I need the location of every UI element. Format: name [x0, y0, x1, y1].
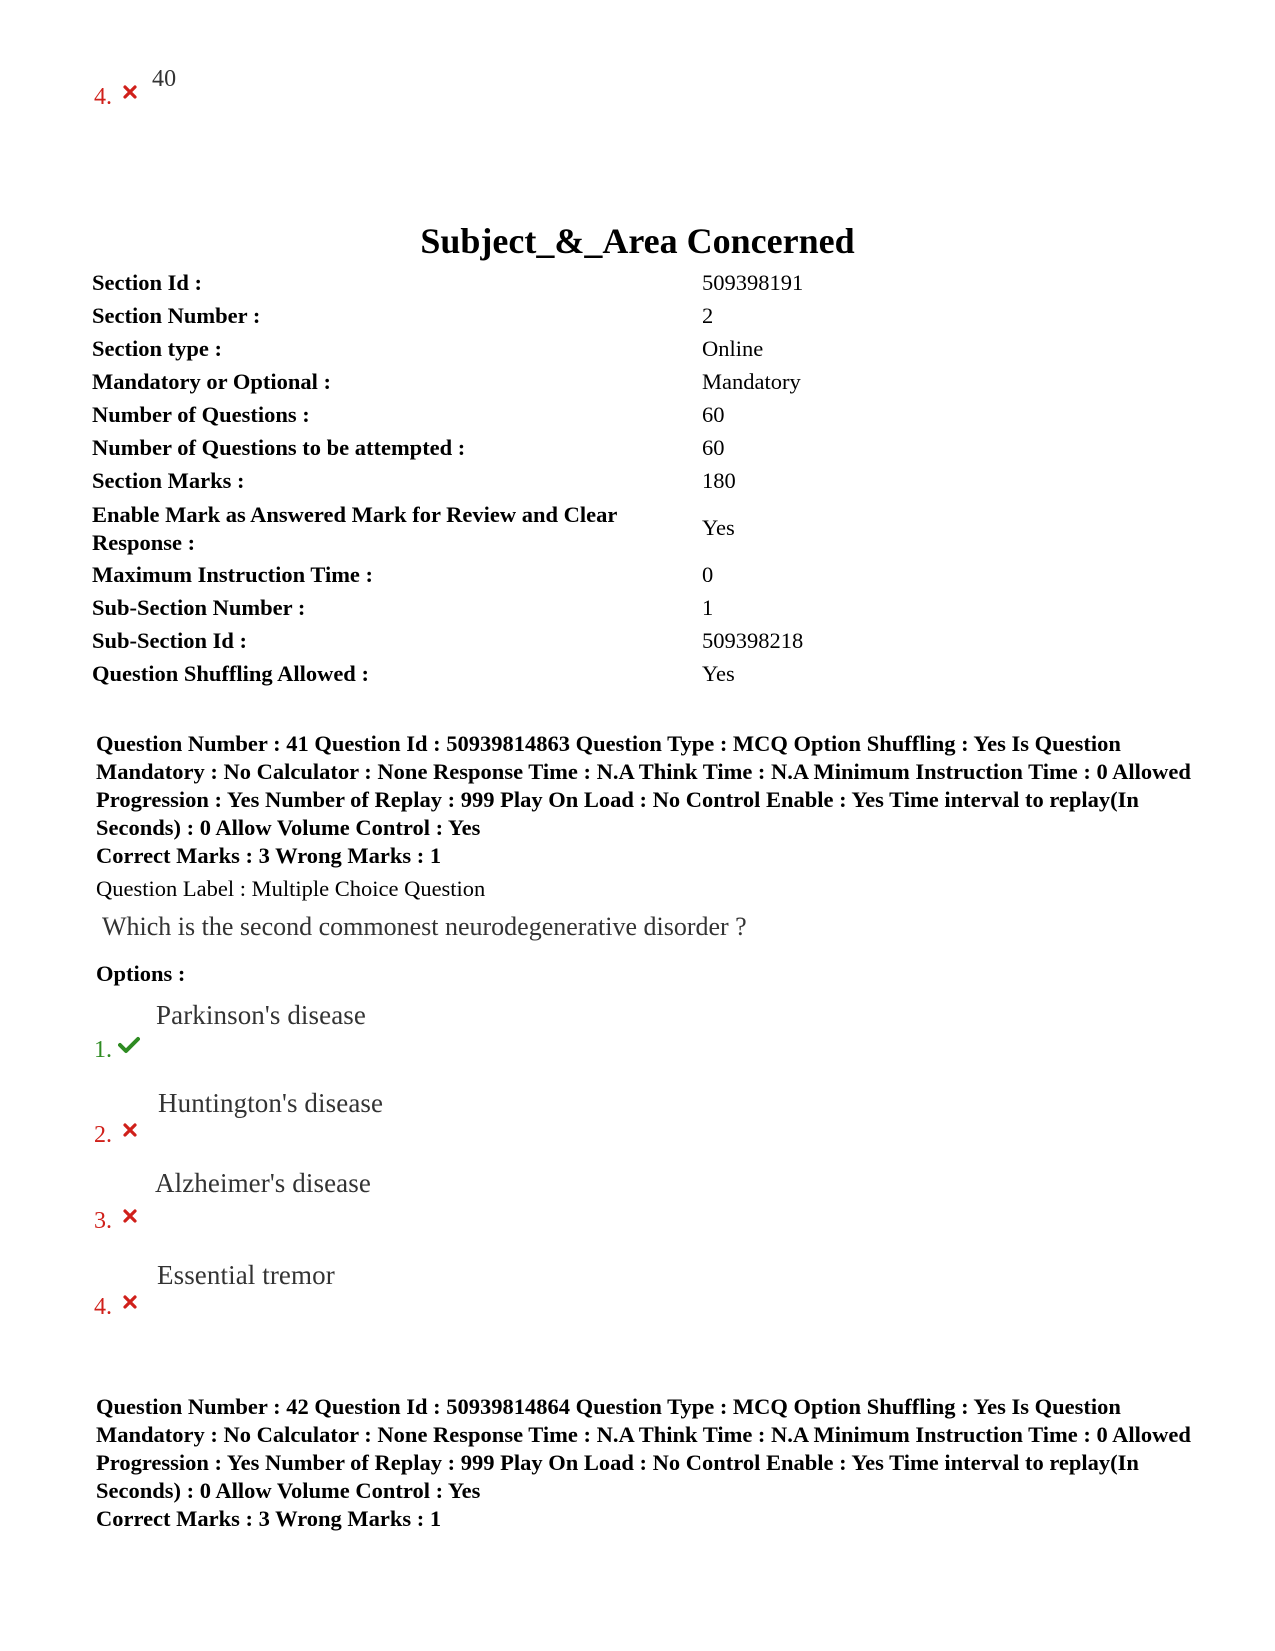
subsection-number-value: 1: [702, 595, 714, 620]
shuffling-value: Yes: [702, 661, 735, 686]
subsection-id-value: 509398218: [702, 628, 804, 653]
max-instruction-label: Maximum Instruction Time :: [92, 562, 374, 587]
section-title: Subject_&_Area Concerned: [420, 221, 855, 261]
cross-icon: [122, 84, 138, 100]
shuffling-label: Question Shuffling Allowed :: [92, 661, 369, 686]
cross-icon: [122, 1208, 138, 1224]
section-type-value: Online: [702, 336, 764, 361]
question-41-text: Which is the second commonest neurodegenerative disorder ?: [102, 912, 747, 941]
mandatory-label: Mandatory or Optional :: [92, 369, 331, 394]
section-marks-label: Section Marks :: [92, 468, 245, 493]
option-4-text: Essential tremor: [157, 1260, 335, 1290]
num-questions-value: 60: [702, 402, 725, 427]
section-id-label: Section Id :: [92, 270, 203, 295]
prev-option-number: 4.: [94, 84, 112, 110]
option-3-number: 3.: [94, 1208, 112, 1234]
cross-icon: [122, 1294, 138, 1310]
mandatory-value: Mandatory: [702, 369, 801, 394]
question-41-label: Question Label : Multiple Choice Question: [96, 876, 486, 901]
question-42-meta: Question Number : 42 Question Id : 50939814864 Question Type : MCQ Option Shuffling : Yes Is Question Mandatory : No Calculator : None Response Time : N.A Think Time : N.A Minimum Instruction Time : 0 Allowed Progression : Yes Number of Replay : 999 Play On Load : No Control Enable : Yes Time interval to replay(In Seconds) : 0 Allow Volume Control : Yes: [96, 1394, 1191, 1503]
option-4-number: 4.: [94, 1294, 112, 1320]
subsection-number-label: Sub-Section Number :: [92, 595, 306, 620]
section-type-label: Section type :: [92, 336, 222, 361]
num-attempt-label: Number of Questions to be attempted :: [92, 435, 466, 460]
section-id-value: 509398191: [702, 270, 804, 295]
max-instruction-value: 0: [702, 562, 714, 587]
option-2-text: Huntington's disease: [158, 1088, 384, 1118]
option-2-number: 2.: [94, 1122, 112, 1148]
cross-icon: [122, 1122, 138, 1138]
section-number-label: Section Number :: [92, 303, 261, 328]
options-heading: Options :: [96, 961, 186, 986]
num-questions-label: Number of Questions :: [92, 402, 310, 427]
option-1-number: 1.: [94, 1037, 112, 1063]
prev-option-text: 40: [152, 66, 177, 92]
section-marks-value: 180: [702, 468, 736, 493]
num-attempt-value: 60: [702, 435, 725, 460]
question-42-marks: Correct Marks : 3 Wrong Marks : 1: [96, 1506, 442, 1531]
enable-mark-label: Enable Mark as Answered Mark for Review and Clear Response :: [92, 502, 617, 555]
section-number-value: 2: [702, 303, 714, 328]
checkmark-icon: [118, 1036, 140, 1054]
question-41-marks: Correct Marks : 3 Wrong Marks : 1: [96, 843, 442, 868]
subsection-id-label: Sub-Section Id :: [92, 628, 248, 653]
option-3-text: Alzheimer's disease: [155, 1168, 371, 1198]
option-1-text: Parkinson's disease: [156, 1000, 366, 1030]
question-41-meta: Question Number : 41 Question Id : 50939814863 Question Type : MCQ Option Shuffling : Yes Is Question Mandatory : No Calculator : None Response Time : N.A Think Time : N.A Minimum Instruction Time : 0 Allowed Progression : Yes Number of Replay : 999 Play On Load : No Control Enable : Yes Time interval to replay(In Seconds) : 0 Allow Volume Control : Yes: [96, 731, 1191, 840]
enable-mark-value: Yes: [702, 515, 735, 540]
